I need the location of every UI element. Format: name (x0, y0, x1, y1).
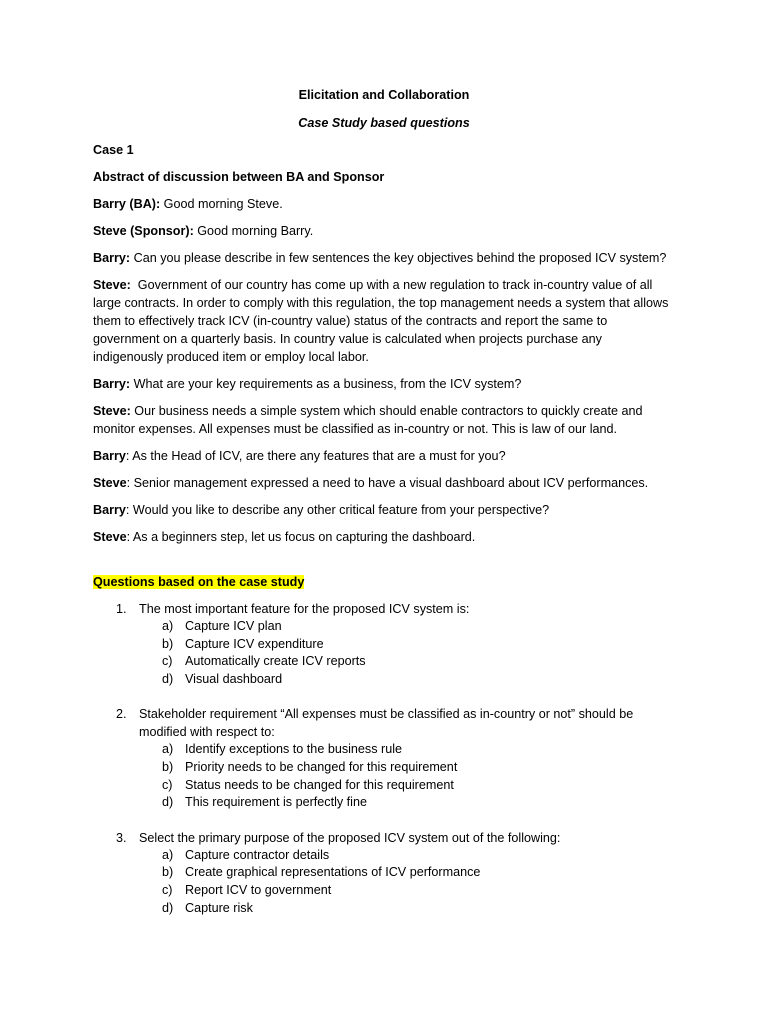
speaker: Barry: (93, 251, 131, 265)
option-text: Report ICV to government (185, 882, 332, 897)
questions-heading (93, 573, 675, 591)
utterance: Our business needs a simple system which should enable contractors to quickly create and monitor expenses. All expenses must be classified as in-country or not. This is law of our land. (93, 404, 643, 436)
option-item (93, 618, 675, 636)
dialogue-line (93, 195, 675, 213)
dialogue-line (93, 474, 675, 492)
option-text: Status needs to be changed for this requirement (185, 777, 454, 792)
question-text: Stakeholder requirement “All expenses must be classified as in-country or not” should be modified with respect to: (139, 707, 634, 740)
option-text: This requirement is perfectly fine (185, 795, 367, 810)
speaker: Steve: (93, 278, 131, 292)
utterance: : Would you like to describe any other critical feature from your perspective? (125, 503, 550, 517)
speaker: Barry (93, 503, 126, 517)
option-text: Capture ICV plan (185, 619, 282, 633)
option-item (93, 794, 675, 812)
dialogue-line (93, 276, 675, 366)
speaker: Barry (BA): (93, 197, 161, 211)
document-page (93, 86, 675, 934)
option-item (93, 847, 675, 865)
dialogue-line (93, 249, 675, 267)
speaker: Steve: (93, 404, 131, 418)
dialogue-line (93, 528, 675, 546)
option-item (93, 671, 675, 689)
option-item (93, 741, 675, 759)
document-title: Elicitation and Collaboration (298, 88, 470, 102)
option-text: Create graphical representations of ICV performance (185, 865, 481, 880)
option-letter: b) (162, 865, 174, 880)
option-letter: a) (162, 619, 174, 633)
option-list (93, 847, 675, 917)
option-text: Capture risk (185, 900, 253, 915)
dialogue-line (93, 447, 675, 465)
option-letter: d) (162, 671, 174, 686)
speaker: Barry: (93, 377, 131, 391)
utterance: Can you please describe in few sentences the key objectives behind the proposed ICV system? (130, 251, 667, 265)
option-item (93, 864, 675, 882)
option-letter: b) (162, 759, 174, 774)
utterance: Good morning Steve. (160, 197, 283, 211)
dialogue-line (93, 501, 675, 519)
case-label: Case 1 (93, 143, 134, 157)
speaker: Steve (93, 476, 127, 490)
option-text: Capture contractor details (185, 847, 330, 862)
questions-heading-text: Questions based on the case study (93, 575, 305, 589)
question-list (93, 600, 675, 917)
dialogue-line (93, 402, 675, 438)
speaker: Steve (Sponsor): (93, 224, 194, 238)
option-letter: b) (162, 636, 174, 651)
option-item (93, 636, 675, 654)
question-number: 3. (116, 830, 127, 845)
option-item (93, 900, 675, 918)
option-letter: c) (162, 882, 173, 897)
question-item (93, 829, 675, 847)
abstract-heading: Abstract of discussion between BA and Sponsor (93, 170, 385, 184)
option-text: Visual dashboard (185, 671, 283, 686)
option-item (93, 759, 675, 777)
option-item (93, 882, 675, 900)
spacer (93, 555, 675, 573)
option-letter: d) (162, 795, 174, 810)
question-item (93, 705, 675, 741)
option-text: Capture ICV expenditure (185, 636, 324, 651)
utterance: What are your key requirements as a business, from the ICV system? (130, 377, 522, 391)
utterance: : As a beginners step, let us focus on capturing the dashboard. (126, 530, 476, 544)
option-letter: c) (162, 654, 173, 669)
option-list (93, 618, 675, 688)
option-letter: a) (162, 742, 174, 757)
question-number: 1. (116, 602, 127, 616)
utterance: : As the Head of ICV, are there any features that are a must for you? (125, 449, 506, 463)
dialogue-line (93, 375, 675, 393)
dialogue-line (93, 222, 675, 240)
question-item (93, 600, 675, 618)
option-text: Automatically create ICV reports (185, 654, 366, 669)
question-text: The most important feature for the proposed ICV system is: (139, 602, 470, 616)
dialogue (93, 195, 675, 546)
option-letter: a) (162, 847, 174, 862)
speaker: Barry (93, 449, 126, 463)
question-text: Select the primary purpose of the proposed ICV system out of the following: (139, 830, 561, 845)
option-item (93, 653, 675, 671)
document-subtitle: Case Study based questions (298, 116, 470, 130)
utterance: Government of our country has come up with a new regulation to track in-country value of all large contracts. In order to comply with this regulation, the top management needs a system that allows them to effectively track ICV (in-country value) status of the contracts and report the same to government on a quarterly basis. In country value is calculated when projects purchase any indigenously produced item or employ local labor. (93, 278, 672, 364)
speaker: Steve (93, 530, 127, 544)
utterance: : Senior management expressed a need to have a visual dashboard about ICV performances. (126, 476, 649, 490)
option-letter: d) (162, 900, 174, 915)
option-list (93, 741, 675, 811)
option-letter: c) (162, 777, 173, 792)
option-text: Identify exceptions to the business rule (185, 742, 403, 757)
question-number: 2. (116, 707, 127, 722)
utterance: Good morning Barry. (193, 224, 314, 238)
option-text: Priority needs to be changed for this requirement (185, 759, 458, 774)
option-item (93, 777, 675, 795)
